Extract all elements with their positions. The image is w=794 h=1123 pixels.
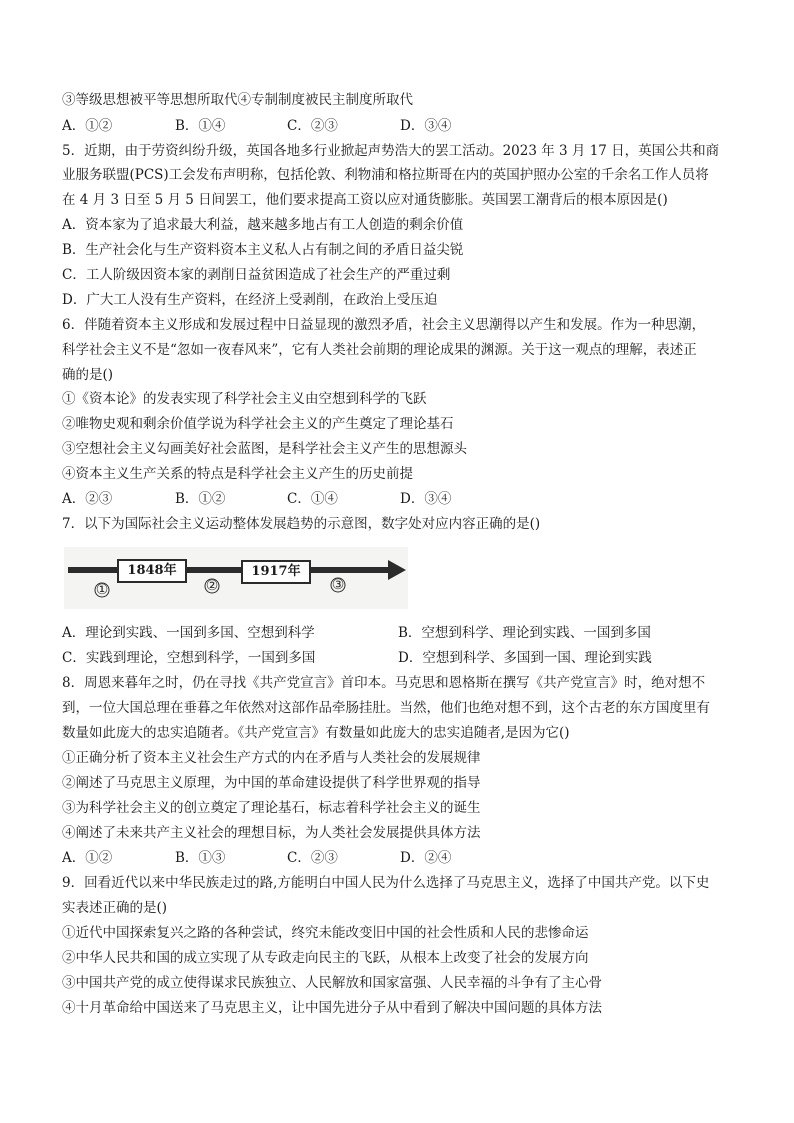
q6-item-2: ②唯物史观和剩余价值学说为科学社会主义的产生奠定了理论基石 [62,416,454,432]
q9-item-1: ①近代中国探索复兴之路的各种尝试，终究未能改变旧中国的社会性质和人民的悲惨命运 [62,925,589,941]
q7-option-c: C．实践到理论，空想到科学，一国到多国 [62,650,316,666]
q8-stem-line: 到，一位大国总理在垂暮之年依然对这部作品牵肠挂肚。当然，他们也绝对想不到，这个古老的东方国度里有 [62,700,710,716]
q6-item-4: ④资本主义生产关系的特点是科学社会主义产生的历史前提 [62,466,413,482]
q6-stem-line: 6．伴随着资本主义形成和发展过程中日益显现的激烈矛盾，社会主义思潮得以产生和发展。作为一种思潮， [62,317,706,333]
q7-stem: 7．以下为国际社会主义运动整体发展趋势的示意图，数字处对应内容正确的是() [62,516,541,532]
q8-item-1: ①正确分析了资本主义社会生产方式的内在矛盾与人类社会的发展规律 [62,750,481,766]
q9-item-2: ②中华人民共和国的成立实现了从专政走向民主的飞跃，从根本上改变了社会的发展方向 [62,950,589,966]
year-label-1917: 1917年 [251,564,301,579]
q7-option-d: D．空想到科学、多国到一国、理论到实践 [398,650,652,666]
q7-option-b: B．空想到科学、理论到实践、一国到多国 [398,625,651,641]
q7-option-a: A．理论到实践、一国到多国、空想到科学 [62,625,315,641]
q8-item-4: ④阐述了未来共产主义社会的理想目标，为人类社会发展提供具体方法 [62,825,481,841]
q6-option-a: A．②③ [62,491,113,507]
q6-stem-line: 确的是() [62,367,114,383]
q5-option-a: A．资本家为了追求最大利益，越来越多地占有工人创造的剩余价值 [62,217,464,233]
q4-item-line: ③等级思想被平等思想所取代④专制制度被民主制度所取代 [62,92,413,108]
q8-item-3: ③为科学社会主义的创立奠定了理论基石，标志着科学社会主义的诞生 [62,800,481,816]
q5-option-b: B．生产社会化与生产资料资本主义私人占有制之间的矛盾日益尖锐 [62,242,464,258]
q6-option-d: D．③④ [400,491,452,507]
q9-item-3: ③中国共产党的成立使得谋求民族独立、人民解放和国家富强、人民幸福的斗争有了主心骨 [62,975,602,991]
q9-stem-line: 实表述正确的是() [62,900,168,916]
q8-option-d: D．②④ [400,850,452,866]
q6-option-c: C．①④ [287,491,338,507]
q6-option-b: B．①② [175,491,226,507]
q5-stem-line: 业服务联盟(PCS)工会发布声明称，包括伦敦、利物浦和格拉斯哥在内的英国护照办公室的千余名工作人员将 [62,167,709,183]
q5-stem-line: 5．近期，由于劳资纠纷升级，英国各地多行业掀起声势浩大的罢工活动。2023 年 3 月 17 日，英国公共和商 [62,143,720,159]
q8-stem-line: 数量如此庞大的忠实追随者。《共产党宣言》有数量如此庞大的忠实追随者,是因为它() [62,725,570,741]
socialist-movement-timeline-figure [64,547,408,609]
q6-stem-line: 科学社会主义不是“忽如一夜春风来”，它有人类社会前期的理论成果的渊源。关于这一观点的理解，表述正 [62,342,697,358]
q9-stem-line: 9．回看近代以来中华民族走过的路,方能明白中国人民为什么选择了马克思主义，选择了中国共产党。以下史 [62,875,710,891]
timeline-marker-3: ③ [331,577,345,593]
q5-option-c: C．工人阶级因资本家的剥削日益贫困造成了社会生产的严重过剩 [62,267,451,283]
q8-stem-line: 8．周恩来暮年之时，仍在寻找《共产党宣言》首印本。马克思和恩格斯在撰写《共产党宣言》时，绝对想不 [62,675,706,691]
q6-item-3: ③空想社会主义勾画美好社会蓝图，是科学社会主义产生的思想源头 [62,441,467,457]
timeline-arrow-head [388,560,406,580]
q5-stem-line: 在 4 月 3 日至 5 月 5 日间罢工，他们要求提高工资以应对通货膨胀。英国罢工潮背后的根本原因是() [62,192,668,208]
timeline-marker-2: ② [205,578,219,594]
q8-option-a: A．①② [62,850,113,866]
q4-option-a: A．①② [62,118,113,134]
q4-option-b: B．①④ [175,118,226,134]
q8-option-c: C．②③ [287,850,338,866]
q6-item-1: ①《资本论》的发表实现了科学社会主义由空想到科学的飞跃 [62,391,427,407]
q5-option-d: D．广大工人没有生产资料，在经济上受剥削，在政治上受压迫 [62,292,438,308]
timeline-arrow-shaft [68,567,392,573]
year-label-1848: 1848年 [127,563,177,578]
q4-option-d: D．③④ [400,118,452,134]
q4-option-c: C．②③ [287,118,338,134]
timeline-marker-1: ① [95,582,109,598]
q8-option-b: B．①③ [175,850,226,866]
q8-item-2: ②阐述了马克思主义原理，为中国的革命建设提供了科学世界观的指导 [62,775,481,791]
q9-item-4: ④十月革命给中国送来了马克思主义，让中国先进分子从中看到了解决中国问题的具体方法 [62,1000,602,1016]
